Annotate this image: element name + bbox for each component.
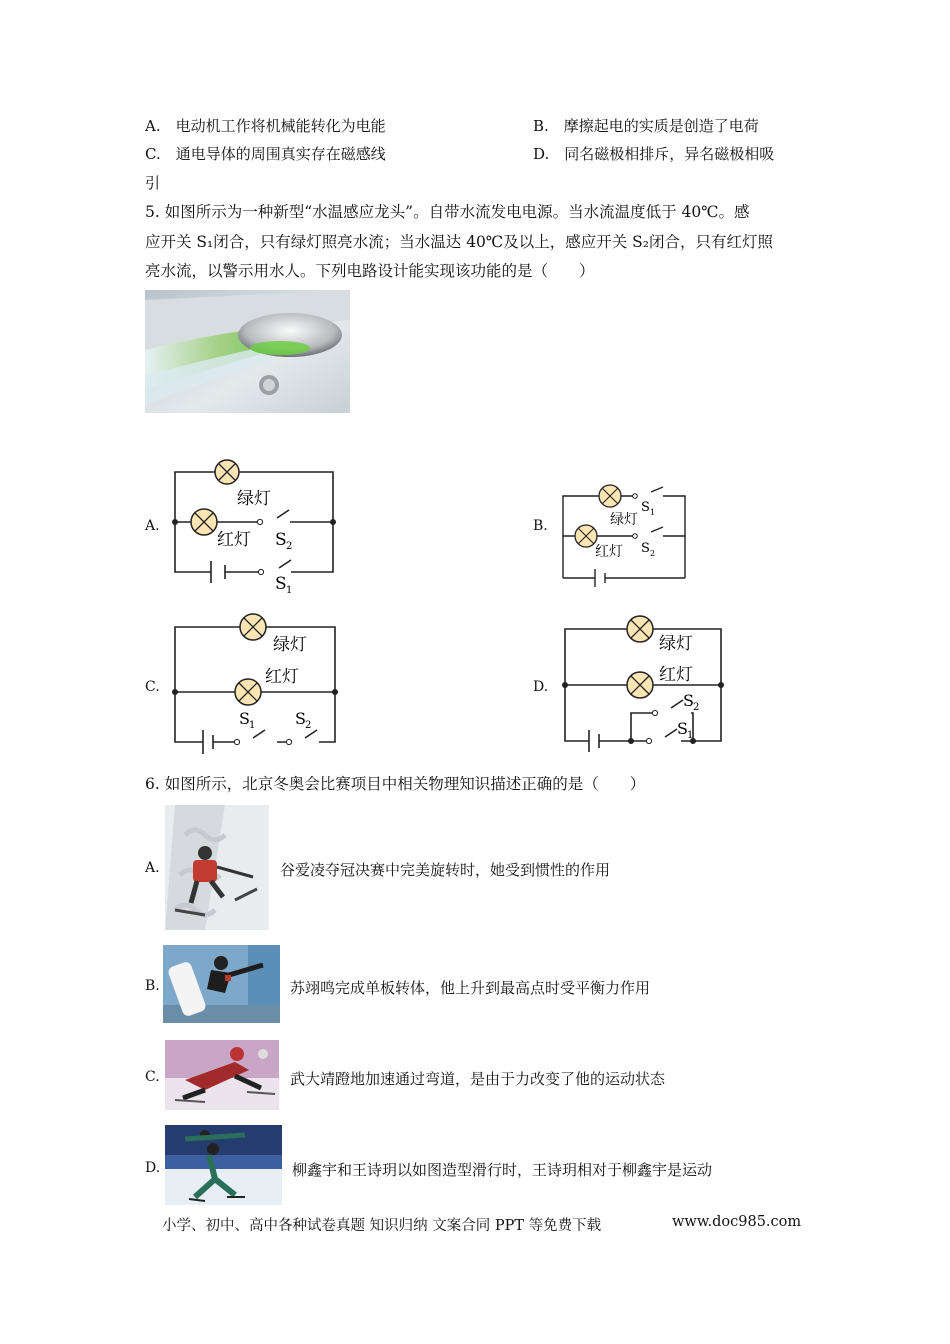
circuit-b-label: B. bbox=[533, 518, 548, 534]
q4-option-b: B. 摩擦起电的实质是创造了电荷 bbox=[533, 117, 759, 135]
svg-text:2: 2 bbox=[650, 549, 656, 558]
speed-skater-photo bbox=[165, 1040, 279, 1110]
lamp-icon bbox=[575, 525, 597, 547]
switch-s1-text: S bbox=[677, 719, 688, 738]
lamp-icon bbox=[235, 679, 261, 705]
svg-text:2: 2 bbox=[305, 720, 312, 731]
footer-url[interactable]: www.doc985.com bbox=[672, 1214, 802, 1230]
svg-text:1: 1 bbox=[286, 585, 293, 596]
footer-text: 小学、初中、高中各种试卷真题 知识归纳 文案合同 PPT 等免费下载 bbox=[162, 1218, 602, 1234]
q4-option-d: D. 同名磁极相排斥，异名磁极相吸 bbox=[533, 145, 775, 163]
green-lamp-text: 绿灯 bbox=[659, 634, 693, 654]
switch-s2-text: S bbox=[683, 691, 694, 710]
q6-option-b-letter: B. bbox=[145, 978, 160, 994]
svg-text:2: 2 bbox=[693, 702, 700, 713]
q6-stem: 6. 如图所示，北京冬奥会比赛项目中相关物理知识描述正确的是（ ） bbox=[145, 775, 646, 793]
svg-text:1: 1 bbox=[650, 508, 656, 517]
q6-option-d-text: 柳鑫宇和王诗玥以如图造型滑行时，王诗玥相对于柳鑫宇是运动 bbox=[292, 1161, 713, 1179]
switch-s2-text: S bbox=[641, 541, 650, 556]
lamp-icon bbox=[599, 485, 621, 507]
lamp-icon bbox=[215, 460, 239, 484]
circuit-c-label: C. bbox=[145, 679, 160, 695]
lamp-icon bbox=[627, 672, 653, 698]
figure-skaters-photo bbox=[165, 1125, 282, 1205]
green-lamp-text: 绿灯 bbox=[610, 512, 638, 528]
green-lamp-text: 绿灯 bbox=[237, 489, 271, 509]
q6-option-a-text: 谷爱凌夺冠决赛中完美旋转时，她受到惯性的作用 bbox=[280, 861, 611, 879]
svg-text:2: 2 bbox=[286, 541, 293, 552]
q4-option-d-wrap: 引 bbox=[145, 174, 161, 192]
q6-option-c-letter: C. bbox=[145, 1069, 160, 1085]
snowboarder-photo bbox=[163, 945, 280, 1023]
circuit-b-diagram bbox=[555, 478, 695, 593]
red-lamp-text: 红灯 bbox=[217, 530, 251, 550]
q6-option-b-text: 苏翊鸣完成单板转体，他上升到最高点时受平衡力作用 bbox=[290, 979, 651, 997]
q6-option-d-letter: D. bbox=[145, 1160, 161, 1176]
q5-stem-line3: 亮水流，以警示用水人。下列电路设计能实现该功能的是（ ） bbox=[145, 262, 595, 280]
switch-s1-text: S bbox=[641, 500, 650, 515]
lamp-icon bbox=[627, 616, 653, 642]
q4-option-c: C. 通电导体的周围真实存在磁感线 bbox=[145, 145, 386, 163]
skier-photo bbox=[165, 805, 269, 930]
red-lamp-text: 红灯 bbox=[659, 665, 693, 685]
faucet-photo bbox=[145, 290, 350, 413]
red-lamp-text: 红灯 bbox=[595, 544, 623, 560]
q5-stem-line2: 应开关 S₁闭合，只有绿灯照亮水流；当水温达 40℃及以上，感应开关 S₂闭合，只有红灯照 bbox=[145, 233, 774, 251]
circuit-c-diagram bbox=[165, 612, 350, 757]
q6-option-c-text: 武大靖蹬地加速通过弯道，是由于力改变了他的运动状态 bbox=[290, 1070, 666, 1088]
switch-s1-text: S bbox=[239, 709, 250, 728]
svg-text:1: 1 bbox=[687, 730, 694, 741]
q6-option-a-letter: A. bbox=[145, 860, 160, 876]
lamp-icon bbox=[240, 614, 266, 640]
switch-s2-text: S bbox=[275, 530, 287, 550]
circuit-a-label: A. bbox=[145, 518, 160, 534]
red-lamp-text: 红灯 bbox=[265, 667, 299, 687]
switch-s1-text: S bbox=[275, 574, 287, 594]
switch-s2-text: S bbox=[295, 709, 306, 728]
q4-option-a: A. 电动机工作将机械能转化为电能 bbox=[145, 117, 386, 135]
svg-text:1: 1 bbox=[249, 720, 256, 731]
green-lamp-text: 绿灯 bbox=[273, 635, 307, 655]
circuit-a-diagram bbox=[165, 450, 350, 600]
circuit-d-label: D. bbox=[533, 679, 549, 695]
q5-stem-line1: 5. 如图所示为一种新型“水温感应龙头”。自带水流发电电源。当水流温度低于 40℃。感 bbox=[145, 203, 750, 221]
circuit-d-diagram bbox=[555, 612, 735, 757]
lamp-icon bbox=[191, 509, 217, 535]
